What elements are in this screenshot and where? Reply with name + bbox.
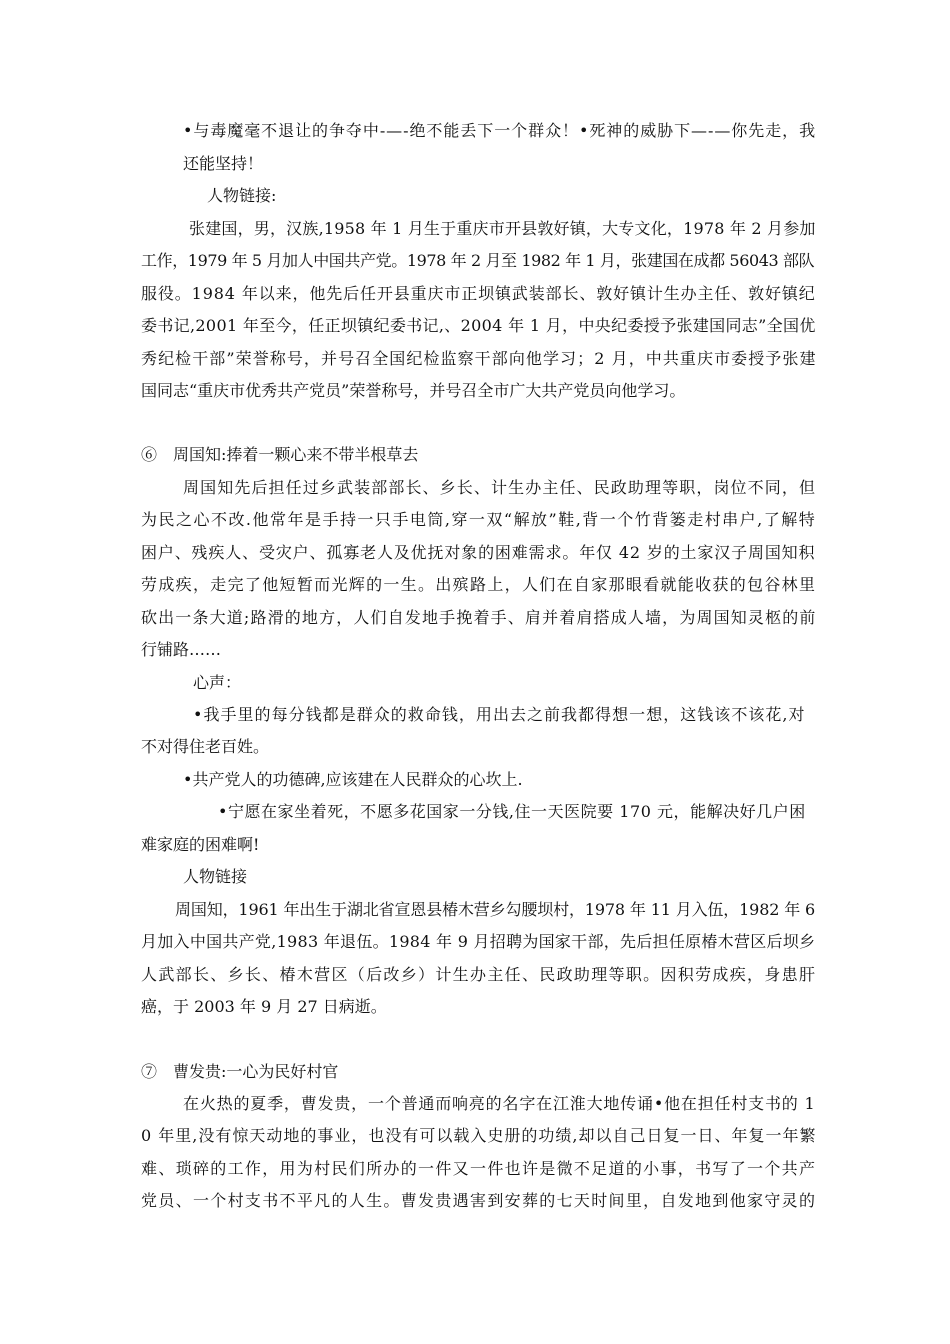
text-line: •共产党人的功德碑,应该建在人民群众的心坎上. [183, 770, 523, 789]
text-line: 劳成疾，走完了他短暂而光辉的一生。出殡路上，人们在自家那眼看就能收获的包谷林里 [141, 575, 817, 594]
text-line: 张建国，男，汉族,1958 年 1 月生于重庆市开县敦好镇，大专文化，1978 年 2 月参加 [189, 219, 816, 238]
text-line: 月加入中国共产党,1983 年退伍。1984 年 9 月招聘为国家干部，先后担任原椿木营区后坝乡 [141, 932, 816, 951]
section-label: 人物链接 [183, 867, 248, 886]
text-line: 不对得住老百姓。 [141, 737, 270, 756]
text-line: 服役。1984 年以来，他先后任开县重庆市正坝镇武装部长、敦好镇计生办主任、敦好镇纪 [141, 284, 816, 303]
text-line: 秀纪检干部”荣誉称号，并号召全国纪检监察干部向他学习；2 月，中共重庆市委授予张建 [141, 349, 817, 368]
text-line: 周国知先后担任过乡武装部部长、乡长、计生办主任、民政助理等职，岗位不同，但 [183, 478, 817, 497]
text-line: 困户、残疾人、受灾户、孤寡老人及优抚对象的困难需求。年仅 42 岁的土家汉子周国知积 [141, 543, 816, 562]
text-line: •我手里的每分钱都是群众的救命钱，用出去之前我都得想一想，这钱该不该花,对 [193, 705, 806, 724]
text-line: 周国知，1961 年出生于湖北省宣恩县椿木营乡勾腰坝村，1978 年 11 月入伍，1982 年 6 [175, 900, 816, 919]
text-line: 党员、一个村支书不平凡的人生。曹发贵遇害到安葬的七天时间里，自发地到他家守灵的 [141, 1191, 817, 1210]
section-label: 人物链接: [207, 186, 277, 205]
text-line: 难家庭的困难啊! [141, 835, 260, 854]
section-heading: ⑦ 曹发贵:一心为民好村官 [141, 1062, 339, 1081]
text-line: 砍出一条大道;路滑的地方，人们自发地手挽着手、肩并着肩搭成人墙，为周国知灵柩的前 [141, 608, 817, 627]
text-line: 行铺路…… [141, 640, 222, 659]
section-heading: ⑥ 周国知:捧着一颗心来不带半根草去 [141, 445, 419, 464]
text-line: 难、琐碎的工作，用为村民们所办的一件又一件也许是微不足道的小事，书写了一个共产 [141, 1159, 817, 1178]
text-line: •宁愿在家坐着死，不愿多花国家一分钱,住一天医院要 170 元，能解决好几户困 [218, 802, 806, 821]
section-label: 心声： [193, 673, 242, 692]
text-line: 人武部长、乡长、椿木营区（后改乡）计生办主任、民政助理等职。因积劳成疾，身患肝 [141, 965, 817, 984]
text-line: 为民之心不改.他常年是手持一只手电筒,穿一双“解放”鞋,背一个竹背篓走村串户,了解特 [141, 510, 817, 529]
text-line: 癌，于 2003 年 9 月 27 日病逝。 [141, 997, 387, 1016]
text-line: 委书记,2001 年至今，任正坝镇纪委书记,、2004 年 1 月，中央纪委授予张建国同志”全国优 [141, 316, 816, 335]
text-line: •与毒魔毫不退让的争夺中-—-绝不能丢下一个群众！•死神的威胁下—-—你先走，我 [183, 121, 817, 140]
text-line: 在火热的夏季，曹发贵，一个普通而响亮的名字在江淮大地传诵•他在担任村支书的 1 [183, 1094, 816, 1113]
text-line: 还能坚持！ [183, 154, 264, 173]
text-line: 国同志“重庆市优秀共产党员”荣誉称号，并号召全市广大共产党员向他学习。 [141, 381, 686, 400]
text-line: 工作，1979 年 5 月加人中国共产党。1978 年 2 月至 1982 年 1 月，张建国在成都 56043 部队 [141, 251, 815, 270]
text-line: 0 年里,没有惊天动地的事业，也没有可以载入史册的功绩,却以自己日复一日、年复一年繁 [141, 1126, 817, 1145]
